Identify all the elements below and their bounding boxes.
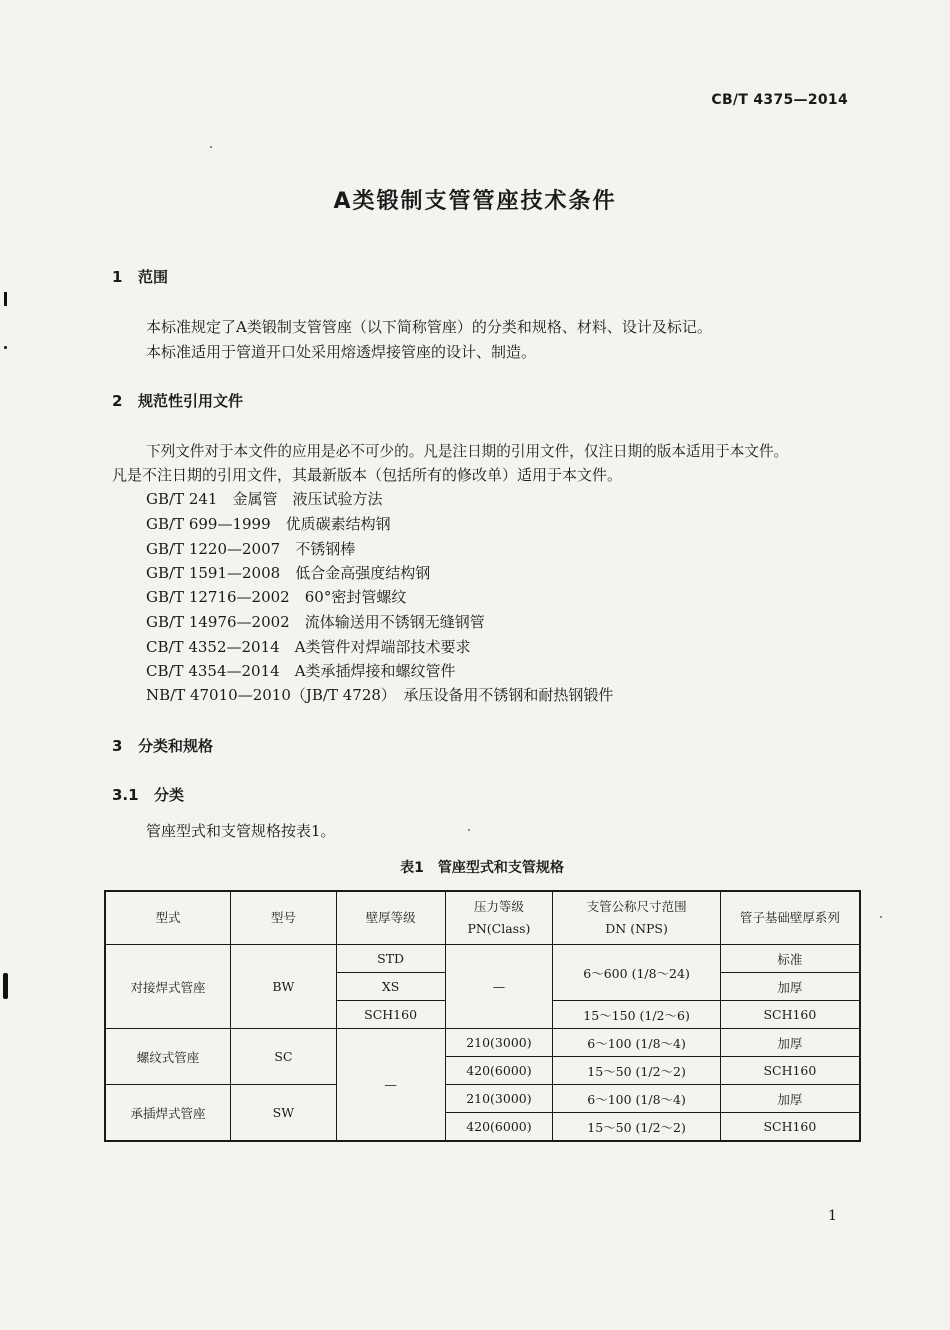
reference-name: 低合金高强度结构钢	[295, 564, 431, 582]
cell-size: 15～50 (1/2～2)	[553, 1057, 720, 1085]
table-header-row	[105, 891, 860, 945]
cell-series: SCH160	[720, 1057, 860, 1085]
cell-series: 加厚	[720, 973, 860, 1001]
reference-name: A类承插焊接和螺纹管件	[294, 662, 456, 680]
cell-size: 6～100 (1/8～4)	[553, 1085, 720, 1113]
reference-name: 承压设备用不锈钢和耐热钢锻件	[403, 686, 614, 704]
cell-type: 承插焊式管座	[105, 1085, 231, 1142]
reference-code: CB/T 4352—2014	[146, 638, 280, 656]
scan-mark	[4, 346, 7, 349]
scan-speck	[210, 146, 212, 148]
reference-code: GB/T 699—1999	[146, 515, 271, 533]
cell-model: BW	[231, 945, 337, 1029]
cell-series: SCH160	[720, 1113, 860, 1142]
table-row	[105, 945, 860, 973]
section-number: 3	[112, 737, 123, 755]
reference-item	[146, 660, 456, 681]
reference-name: 优质碳素结构钢	[285, 515, 391, 533]
cell-series: SCH160	[720, 1001, 860, 1029]
spec-table	[104, 890, 861, 1142]
cell-type: 对接焊式管座	[105, 945, 231, 1029]
table-row	[105, 1029, 860, 1057]
reference-code: GB/T 1591—2008	[146, 564, 281, 582]
reference-item	[146, 513, 391, 534]
cell-pressure: 210(3000)	[445, 1029, 553, 1057]
document-title: A类锻制支管管座技术条件	[333, 189, 617, 214]
section-number: 2	[112, 392, 123, 410]
section-1-para-1: 本标准规定了A类锻制支管管座（以下简称管座）的分类和规格、材料、设计及标记。	[146, 318, 712, 336]
section-3-heading	[112, 735, 213, 756]
section-title: 分类和规格	[138, 737, 214, 755]
reference-name: A类管件对焊端部技术要求	[294, 638, 471, 656]
table-caption: 表1 管座型式和支管规格	[400, 860, 564, 876]
header-wall: 壁厚等级	[336, 891, 445, 945]
section-3-1-heading	[112, 784, 184, 805]
reference-item	[146, 636, 471, 657]
reference-code: GB/T 14976—2002	[146, 613, 290, 631]
header-size-line-1: 支管公称尺寸范围	[586, 899, 687, 914]
header-pressure-line-2: PN(Class)	[467, 921, 531, 936]
reference-code: GB/T 1220—2007	[146, 540, 281, 558]
scan-mark	[4, 292, 7, 306]
cell-wall: —	[336, 1029, 445, 1142]
cell-pressure: 420(6000)	[445, 1057, 553, 1085]
cell-size: 15～150 (1/2～6)	[553, 1001, 720, 1029]
reference-item	[146, 538, 355, 559]
header-type: 型式	[105, 891, 231, 945]
section-3-1-para: 管座型式和支管规格按表1。	[146, 822, 336, 840]
reference-name: 流体输送用不锈钢无缝钢管	[304, 613, 485, 631]
table-row	[105, 1085, 860, 1113]
reference-name: 60°密封管螺纹	[304, 588, 407, 606]
reference-item	[146, 684, 613, 705]
cell-size: 15～50 (1/2～2)	[553, 1113, 720, 1142]
section-number: 3.1	[112, 786, 139, 804]
cell-series: 标准	[720, 945, 860, 973]
header-size	[553, 891, 720, 945]
cell-series: 加厚	[720, 1085, 860, 1113]
cell-model: SW	[231, 1085, 337, 1142]
section-title: 规范性引用文件	[138, 392, 244, 410]
header-model: 型号	[231, 891, 337, 945]
cell-size: 6～100 (1/8～4)	[553, 1029, 720, 1057]
section-1-para-2: 本标准适用于管道开口处采用熔透焊接管座的设计、制造。	[146, 343, 537, 361]
reference-name: 金属管 液压试验方法	[232, 490, 383, 508]
cell-pressure: 420(6000)	[445, 1113, 553, 1142]
reference-item	[146, 488, 383, 509]
reference-code: CB/T 4354—2014	[146, 662, 280, 680]
section-1-heading	[112, 266, 168, 287]
page-number: 1	[828, 1208, 837, 1224]
section-title: 分类	[154, 786, 185, 804]
cell-type: 螺纹式管座	[105, 1029, 231, 1085]
section-2-heading	[112, 390, 243, 411]
cell-wall: SCH160	[336, 1001, 445, 1029]
header-size-line-2: DN (NPS)	[605, 921, 668, 936]
reference-item	[146, 611, 485, 632]
cell-pressure: 210(3000)	[445, 1085, 553, 1113]
reference-item	[146, 562, 430, 583]
reference-item	[146, 586, 406, 607]
cell-pressure: —	[445, 945, 553, 1029]
section-2-intro-line-1: 下列文件对于本文件的应用是必不可少的。凡是注日期的引用文件，仅注日期的版本适用于本文件。	[146, 443, 789, 460]
header-series: 管子基础壁厚系列	[720, 891, 860, 945]
cell-wall: XS	[336, 973, 445, 1001]
scan-speck	[880, 916, 882, 918]
standard-code: CB/T 4375—2014	[711, 92, 848, 108]
section-number: 1	[112, 268, 123, 286]
section-2-intro-line-2: 凡是不注日期的引用文件，其最新版本（包括所有的修改单）适用于本文件。	[112, 466, 623, 484]
reference-code: GB/T 12716—2002	[146, 588, 290, 606]
header-pressure	[445, 891, 553, 945]
cell-size: 6～600 (1/8～24)	[553, 945, 720, 1001]
cell-model: SC	[231, 1029, 337, 1085]
reference-code: NB/T 47010—2010（JB/T 4728）	[146, 686, 389, 704]
reference-name: 不锈钢棒	[295, 540, 356, 558]
cell-wall: STD	[336, 945, 445, 973]
header-pressure-line-1: 压力等级	[473, 899, 524, 914]
scan-mark	[3, 973, 8, 999]
scan-speck	[468, 829, 470, 831]
reference-code: GB/T 241	[146, 490, 218, 508]
section-title: 范围	[138, 268, 169, 286]
cell-series: 加厚	[720, 1029, 860, 1057]
